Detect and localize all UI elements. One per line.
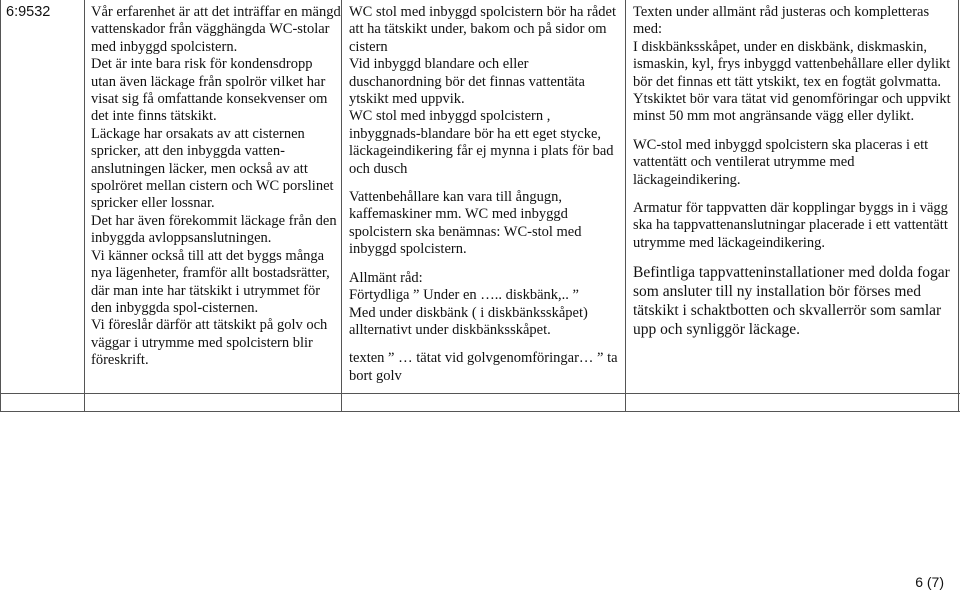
proposal-paragraph: texten ” … tätat vid golvgenomföringar… ” ta bort golv [349,350,618,384]
proposal-paragraph: WC stol med inbyggd spolcistern bör ha rådet att ha tätskikt under, bakom och på sidor om cistern [349,4,616,55]
proposal-paragraph: Vattenbehållare kan vara till ångugn, kaffemaskiner mm. WC med inbyggd spolcistern ska benämnas: WC-stol med inbyggd spolcistern. [349,189,582,258]
response-column [633,4,953,339]
response-paragraph: Armatur för tappvatten där kopplingar byggs in i vägg ska ha tappvattenanslutningar placerade i ett vattentätt utrymme med läckageindikering. [633,200,948,251]
comment-paragraph: Det är inte bara risk för kondensdropp utan även läckage från spolrör vilket har visat sig få omfattande konsekvenser om det inte finns tätskikt. [91,56,328,125]
comment-paragraph: Vi känner också till att det byggs många nya lägenheter, framför allt bostadsrätter, där man inte har tätskikt i utrymmet för den inbyggda spol-cisternen. [91,247,330,316]
comment-paragraph: Läckage har orsakats av att cisternen spricker, att den inbyggda vatten-anslutningen läcker, men också av att spolröret mellan cistern och WC porslinet spricker eller lossnar. [91,125,334,212]
response-paragraph: Texten under allmänt råd justeras och kompletteras med: [633,4,930,38]
column-divider [84,0,85,412]
response-paragraph: WC-stol med inbyggd spolcistern ska placeras i ett vattentätt och ventilerat utrymme med läckageindikering. [633,136,929,188]
proposal-paragraph: Vid inbyggd blandare och eller duschanordning bör det finnas vattentäta ytskikt med uppvik. [349,56,585,108]
page-number: 6 (7) [915,574,944,590]
column-divider [625,0,626,412]
proposal-paragraph: Förtydliga ” Under en ….. diskbänk,.. ” [349,287,579,304]
response-paragraph: I diskbänksskåpet, under en diskbänk, diskmaskin, ismaskin, kyl, frys inbyggd vattenbehållare eller dylikt bör det finnas ett tätt ytskikt, tex en fogtät golvmatta. Ytskiktet bör vara tätat vid genomföringar och uppvikt minst 50 mm mot angränsande vägg eller dylikt. [633,38,951,125]
proposal-column [349,4,621,385]
comment-column [91,4,341,370]
table-border-bottom [0,411,960,412]
row-divider [0,393,960,394]
proposal-paragraph: WC stol med inbyggd spolcistern , inbyggnads-blandare bör ha ett eget stycke, läckageindikering får ej mynna i plats för bad och dusch [349,108,614,177]
proposal-paragraph: Allmänt råd: [349,269,423,286]
comment-paragraph: Det har även förekommit läckage från den inbyggda avloppsanslutningen. [91,212,337,247]
column-divider [341,0,342,412]
proposal-paragraph: Med under diskbänk ( i diskbänksskåpet) allternativt under diskbänksskåpet. [349,304,588,338]
row-id: 6:9532 [6,4,51,20]
table-border-left [0,0,1,412]
comment-paragraph: Vår erfarenhet är att det inträffar en mängd vattenskador från vägghängda WC-stolar med inbyggd spolcistern. [91,4,341,55]
table-border-right [958,0,959,412]
comment-paragraph: Vi föreslår därför att tätskikt på golv och väggar i utrymme med spolcistern blir föreskrift. [91,317,328,369]
response-paragraph: Befintliga tappvatteninstallationer med dolda fogar som ansluter till ny installation bör förses med tätskikt i schaktbotten och skvallerrör som samlar upp och synliggör läckage. [633,264,950,339]
